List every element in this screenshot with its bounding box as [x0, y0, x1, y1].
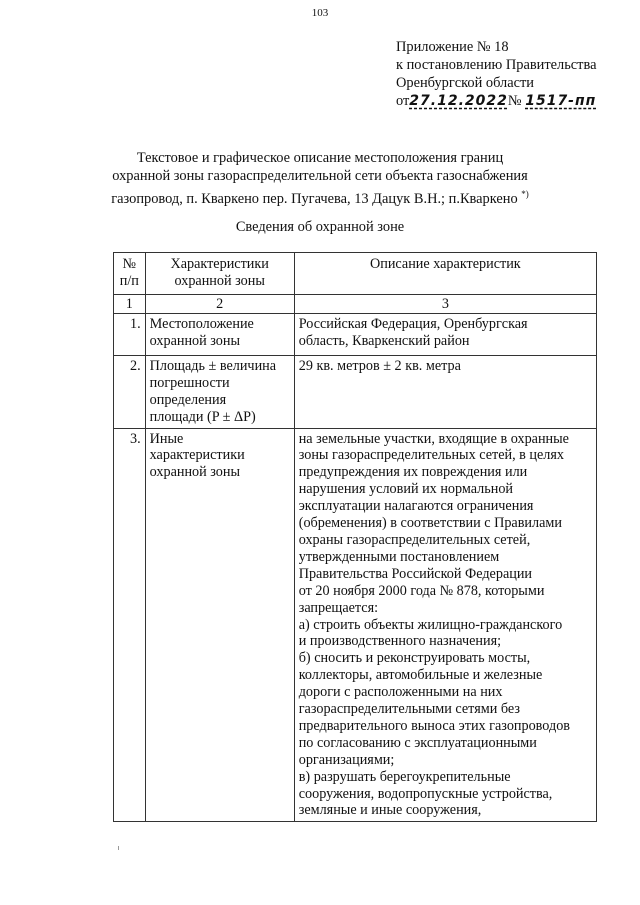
appendix-line-3: Оренбургской области [396, 75, 534, 91]
text-line: зоны газораспределительных сетей, в целях [298, 447, 565, 464]
text-line: охранной зоны [149, 464, 241, 481]
text-line: сооружения, водопропускные устройства, [298, 785, 553, 802]
number-prefix: № [507, 93, 522, 109]
text-line: организациями; [298, 751, 395, 768]
text-line: Площадь ± величина [149, 357, 277, 374]
text-line: Российская Федерация, Оренбургская [298, 315, 528, 332]
text-line: погрешности [149, 374, 230, 391]
text-line: нарушения условий их нормальной [298, 481, 514, 498]
header-col-characteristic [145, 253, 294, 295]
appendix-line-1: Приложение № 18 [396, 39, 509, 55]
header-col-characteristic-line: охранной зоны [174, 272, 265, 289]
table-row [114, 313, 597, 355]
row-number: 3. [114, 428, 146, 822]
title-line-3-text: газопровод, п. Кваркено пер. Пугачева, 13 Дацук В.Н.; п.Кваркено [111, 190, 518, 207]
row-description [294, 313, 596, 355]
column-number: 2 [145, 295, 294, 314]
document-title [0, 149, 640, 208]
text-line: предварительного выноса этих газопроводов [298, 717, 570, 734]
text-line: земляные и иные сооружения, [298, 802, 482, 819]
row-description [294, 355, 596, 428]
text-line: охраны газораспределительных сетей, [298, 531, 531, 548]
text-line: газораспределительными сетями без [298, 701, 520, 718]
text-line: на земельные участки, входящие в охранные [298, 430, 569, 447]
header-col-description: Описание характеристик [294, 253, 596, 295]
table-header-row [114, 253, 597, 295]
text-line: область, Кваркенский район [298, 332, 470, 349]
zone-info-table [113, 252, 597, 822]
title-line-1: Текстовое и графическое описание местоположения границ [136, 150, 504, 166]
text-line: утвержденными постановлением [298, 548, 500, 565]
text-line: характеристики [149, 447, 245, 464]
page-number: 103 [311, 7, 329, 19]
handwritten-number: 1517-пп [525, 93, 597, 109]
text-line: определения [149, 391, 227, 408]
column-number: 3 [294, 295, 596, 314]
text-line: коллекторы, автомобильные и железные [298, 667, 543, 684]
text-line: охранной зоны [149, 332, 241, 349]
text-line: эксплуатации налагаются ограничения [298, 498, 534, 515]
row-characteristic [145, 355, 294, 428]
table-row [114, 355, 597, 428]
text-line: 29 кв. метров ± 2 кв. метра [298, 357, 461, 374]
row-number: 1. [114, 313, 146, 355]
title-line-2: охранной зоны газораспределительной сети объекта газоснабжения [112, 168, 528, 184]
title-line-3 [0, 185, 640, 208]
text-line: (обременения) в соответствии с Правилами [298, 515, 562, 532]
column-number-row [114, 295, 597, 314]
text-line: дороги с расположенными на них [298, 684, 503, 701]
text-line: Иные [149, 430, 184, 447]
appendix-block [396, 38, 596, 110]
column-number: 1 [114, 295, 146, 314]
header-col-number [114, 253, 146, 295]
text-line: от 20 ноября 2000 года № 878, которыми [298, 582, 545, 599]
handwritten-date: 27.12.2022 [409, 93, 508, 109]
date-prefix: от [396, 93, 410, 109]
text-line: и производственного назначения; [298, 633, 502, 650]
scan-speck [118, 846, 119, 850]
footnote-mark: *) [521, 189, 529, 199]
text-line: б) сносить и реконструировать мосты, [298, 650, 531, 667]
header-col-number-line: п/п [119, 272, 139, 289]
text-line: площади (P ± ΔP) [149, 408, 256, 425]
appendix-date-line [396, 92, 596, 110]
section-subtitle: Сведения об охранной зоне [235, 219, 405, 235]
text-line: Местоположение [149, 315, 254, 332]
text-line: в) разрушать берегоукрепительные [298, 768, 511, 785]
row-characteristic [145, 313, 294, 355]
text-line: а) строить объекты жилищно-гражданского [298, 616, 563, 633]
text-line: по согласованию с эксплуатационными [298, 734, 537, 751]
row-characteristic [145, 428, 294, 822]
text-line: предупреждения их повреждения или [298, 464, 528, 481]
row-description [294, 428, 596, 822]
text-line: Правительства Российской Федерации [298, 565, 533, 582]
header-col-number-line: № [122, 256, 137, 272]
header-col-characteristic-line: Характеристики [170, 256, 269, 272]
row-number: 2. [114, 355, 146, 428]
text-line: запрещается: [298, 599, 379, 616]
table-row [114, 428, 597, 822]
appendix-line-2: к постановлению Правительства [396, 57, 597, 73]
